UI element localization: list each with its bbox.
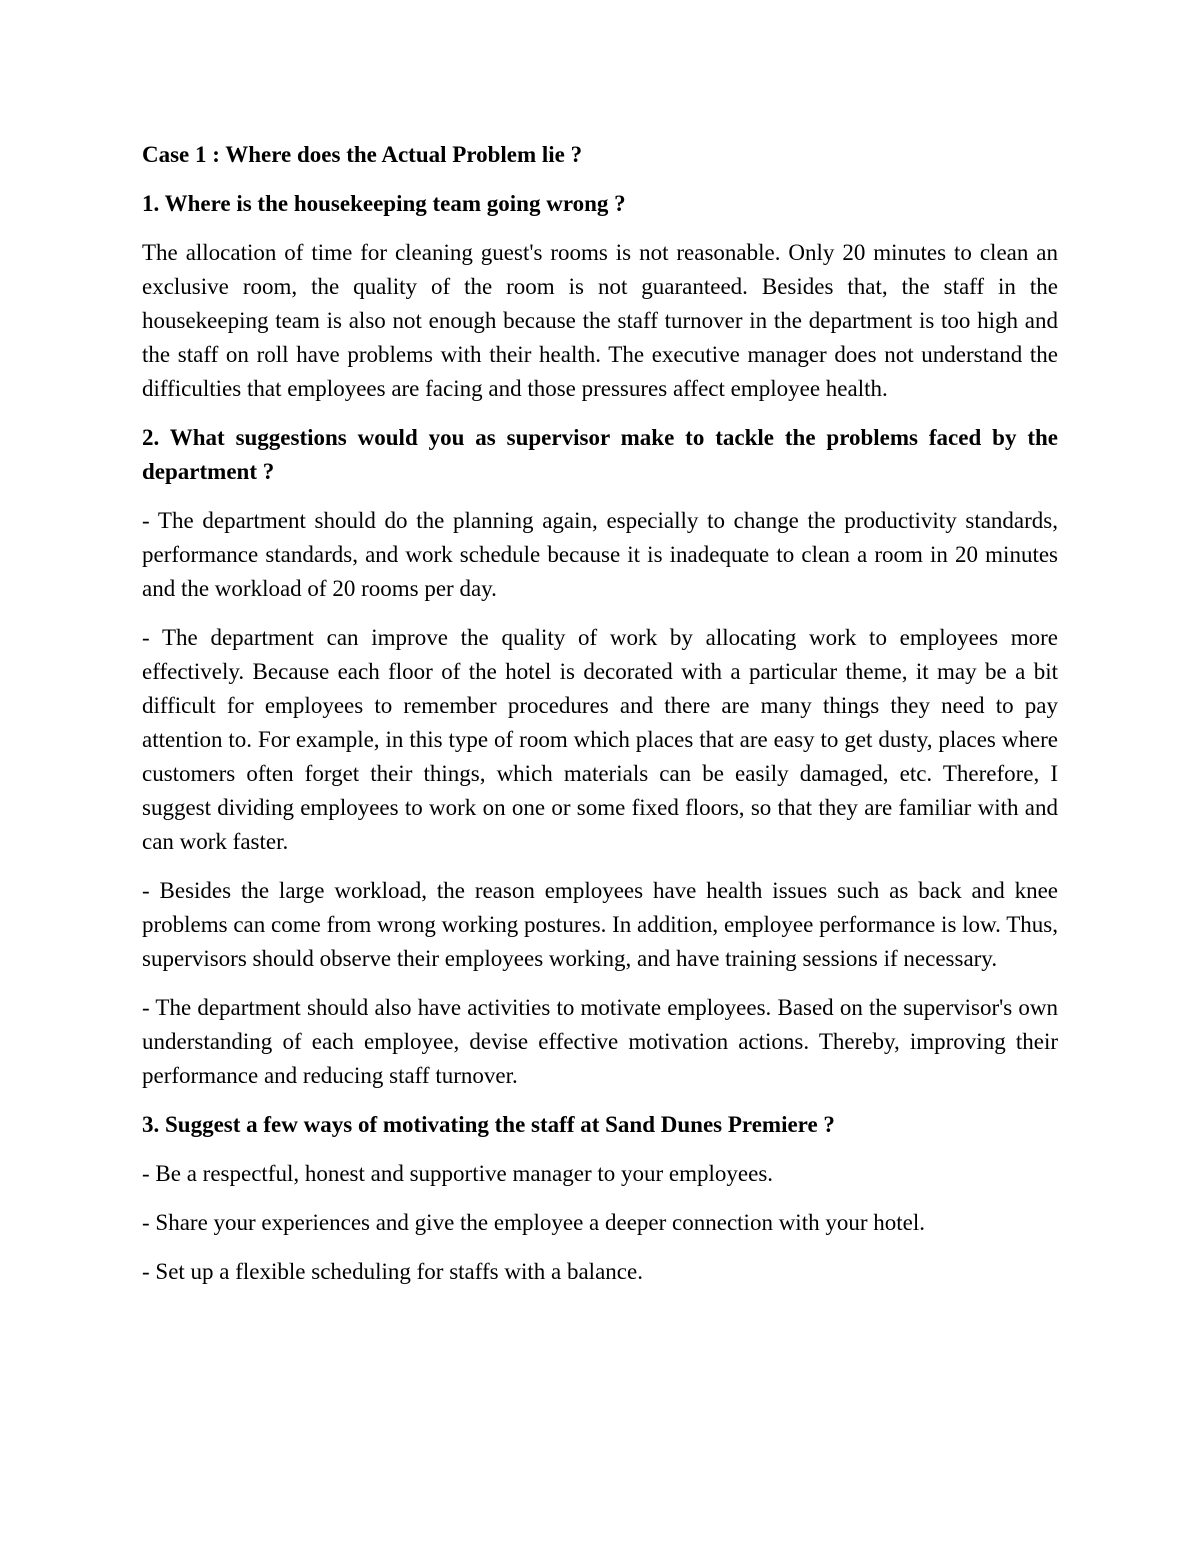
answer-2-point-4: - The department should also have activities to motivate employees. Based on the supervisor's own understanding of each employee, devise effective motivation actions. Thereby, improving their performance and reducing staff turnover. <box>142 995 1058 1088</box>
question-3: 3. Suggest a few ways of motivating the staff at Sand Dunes Premiere ? <box>142 1112 835 1137</box>
question-2: 2. What suggestions would you as supervisor make to tackle the problems faced by the department ? <box>142 425 1058 484</box>
answer-2-point-2: - The department can improve the quality of work by allocating work to employees more effectively. Because each floor of the hotel is decorated with a particular theme, it may be a bit difficult for employees to remember procedures and there are many things they need to pay attention to. For example, in this type of room which places that are easy to get dusty, places where customers often forget their things, which materials can be easily damaged, etc. Therefore, I suggest dividing employees to work on one or some fixed floors, so that they are familiar with and can work faster. <box>142 625 1058 854</box>
answer-3-point-2: - Share your experiences and give the employee a deeper connection with your hotel. <box>142 1210 925 1235</box>
answer-1-paragraph: The allocation of time for cleaning guest's rooms is not reasonable. Only 20 minutes to clean an exclusive room, the quality of the room is not guaranteed. Besides that, the staff in the housekeeping team is also not enough because the staff turnover in the department is too high and the staff on roll have problems with their health. The executive manager does not understand the difficulties that employees are facing and those pressures affect employee health. <box>142 240 1058 401</box>
question-1: 1. Where is the housekeeping team going wrong ? <box>142 191 626 216</box>
document-page <box>142 138 1058 1304</box>
answer-2-point-3: - Besides the large workload, the reason employees have health issues such as back and knee problems can come from wrong working postures. In addition, employee performance is low. Thus, supervisors should observe their employees working, and have training sessions if necessary. <box>142 878 1058 971</box>
document-title: Case 1 : Where does the Actual Problem lie ? <box>142 142 583 167</box>
answer-3-point-3: - Set up a flexible scheduling for staffs with a balance. <box>142 1259 643 1284</box>
answer-3-point-1: - Be a respectful, honest and supportive manager to your employees. <box>142 1161 774 1186</box>
answer-2-point-1: - The department should do the planning again, especially to change the productivity standards, performance standards, and work schedule because it is inadequate to clean a room in 20 minutes and the workload of 20 rooms per day. <box>142 508 1058 601</box>
